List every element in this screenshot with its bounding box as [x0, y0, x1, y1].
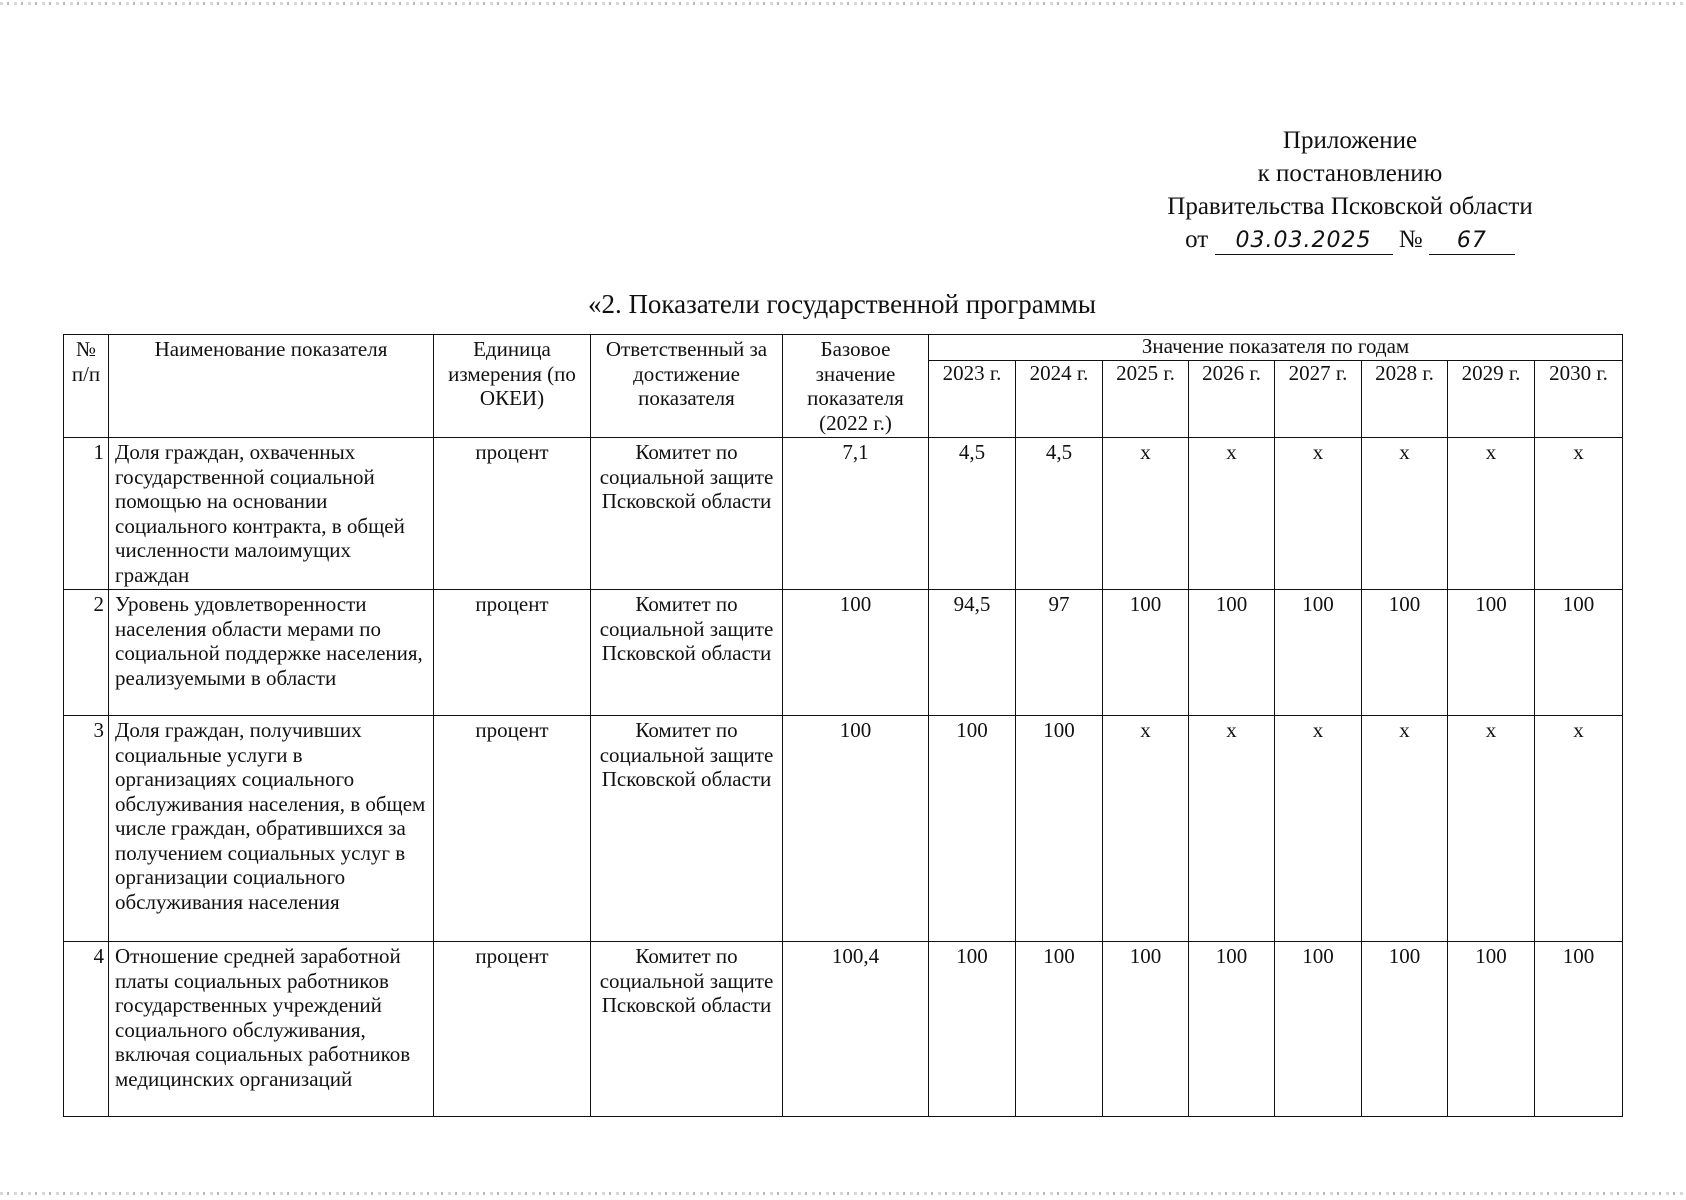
handwritten-date: 03.03.2025: [1215, 228, 1393, 255]
row-unit: процент: [434, 590, 591, 716]
row-value-2025: 100: [1103, 590, 1189, 716]
appendix-line-1: Приложение: [1282, 127, 1418, 154]
row-name: Уровень удовлетворенности населения области мерами по социальной поддержке населения, реализуемыми в области: [109, 590, 434, 716]
scan-edge-bottom: [0, 1192, 1686, 1195]
appendix-date-line: [1100, 223, 1600, 256]
number-sign: №: [1398, 226, 1423, 253]
row-value-2028: х: [1362, 716, 1448, 942]
table-row: [64, 942, 1623, 1117]
header-year-2030: 2030 г.: [1535, 361, 1623, 438]
row-value-2029: х: [1448, 716, 1535, 942]
header-year-2023: 2023 г.: [929, 361, 1016, 438]
row-value-2030: 100: [1535, 590, 1623, 716]
date-prefix: от: [1185, 226, 1209, 253]
row-value-2027: х: [1275, 716, 1362, 942]
document-title-text: «2. Показатели государственной программы: [587, 289, 1097, 319]
row-value-2029: 100: [1448, 942, 1535, 1117]
row-unit: процент: [434, 438, 591, 590]
row-value-2025: х: [1103, 716, 1189, 942]
row-num: 1: [64, 438, 109, 590]
row-responsible: Комитет по социальной защите Псковской области: [591, 590, 783, 716]
row-name: Доля граждан, охваченных государственной социальной помощью на основании социального контракта, в общей численности малоимущих граждан: [109, 438, 434, 590]
row-base-value: 100,4: [783, 942, 929, 1117]
row-base-value: 100: [783, 716, 929, 942]
row-value-2028: 100: [1362, 590, 1448, 716]
row-unit: процент: [434, 942, 591, 1117]
header-year-2029: 2029 г.: [1448, 361, 1535, 438]
row-value-2023: 4,5: [929, 438, 1016, 590]
row-name: Доля граждан, получивших социальные услуги в организациях социального обслуживания населения, в общем числе граждан, обратившихся за получением социальных услуг в организации социального обслуживания населения: [109, 716, 434, 942]
appendix-line-3: Правительства Псковской области: [1167, 193, 1533, 220]
row-base-value: 100: [783, 590, 929, 716]
appendix-block: [1100, 124, 1600, 256]
row-value-2024: 100: [1016, 716, 1103, 942]
header-num: № п/п: [64, 335, 109, 438]
appendix-line-2: к постановлению: [1257, 160, 1443, 187]
row-value-2023: 94,5: [929, 590, 1016, 716]
header-responsible: Ответственный за достижение показателя: [591, 335, 783, 438]
row-value-2024: 97: [1016, 590, 1103, 716]
handwritten-number: 67: [1429, 228, 1515, 255]
row-value-2026: 100: [1189, 590, 1275, 716]
row-value-2023: 100: [929, 716, 1016, 942]
table-row: [64, 590, 1623, 716]
row-value-2027: 100: [1275, 590, 1362, 716]
header-years-group: Значение показателя по годам: [929, 335, 1623, 361]
row-num: 4: [64, 942, 109, 1117]
indicators-table: [63, 334, 1623, 1117]
row-value-2025: х: [1103, 438, 1189, 590]
header-name: Наименование показателя: [109, 335, 434, 438]
row-num: 3: [64, 716, 109, 942]
header-year-2028: 2028 г.: [1362, 361, 1448, 438]
row-unit: процент: [434, 716, 591, 942]
row-value-2027: х: [1275, 438, 1362, 590]
header-year-2025: 2025 г.: [1103, 361, 1189, 438]
header-base-value: Базовое значение показателя (2022 г.): [783, 335, 929, 438]
row-value-2030: х: [1535, 438, 1623, 590]
header-unit: Единица измерения (по ОКЕИ): [434, 335, 591, 438]
header-year-2024: 2024 г.: [1016, 361, 1103, 438]
scan-edge-top: [0, 2, 1686, 5]
row-value-2029: 100: [1448, 590, 1535, 716]
header-year-2026: 2026 г.: [1189, 361, 1275, 438]
row-value-2028: х: [1362, 438, 1448, 590]
row-responsible: Комитет по социальной защите Псковской области: [591, 438, 783, 590]
row-value-2025: 100: [1103, 942, 1189, 1117]
row-value-2024: 100: [1016, 942, 1103, 1117]
row-responsible: Комитет по социальной защите Псковской области: [591, 716, 783, 942]
row-num: 2: [64, 590, 109, 716]
table-row: [64, 716, 1623, 942]
row-value-2026: 100: [1189, 942, 1275, 1117]
row-value-2026: х: [1189, 438, 1275, 590]
row-value-2024: 4,5: [1016, 438, 1103, 590]
row-value-2026: х: [1189, 716, 1275, 942]
row-value-2023: 100: [929, 942, 1016, 1117]
row-value-2030: 100: [1535, 942, 1623, 1117]
row-name: Отношение средней заработной платы социальных работников государственных учреждений социального обслуживания, включая социальных работников медицинских организаций: [109, 942, 434, 1117]
row-base-value: 7,1: [783, 438, 929, 590]
header-year-2027: 2027 г.: [1275, 361, 1362, 438]
row-value-2028: 100: [1362, 942, 1448, 1117]
document-title: [0, 287, 1686, 321]
row-value-2029: х: [1448, 438, 1535, 590]
row-value-2027: 100: [1275, 942, 1362, 1117]
row-responsible: Комитет по социальной защите Псковской области: [591, 942, 783, 1117]
row-value-2030: х: [1535, 716, 1623, 942]
table-row: [64, 438, 1623, 590]
